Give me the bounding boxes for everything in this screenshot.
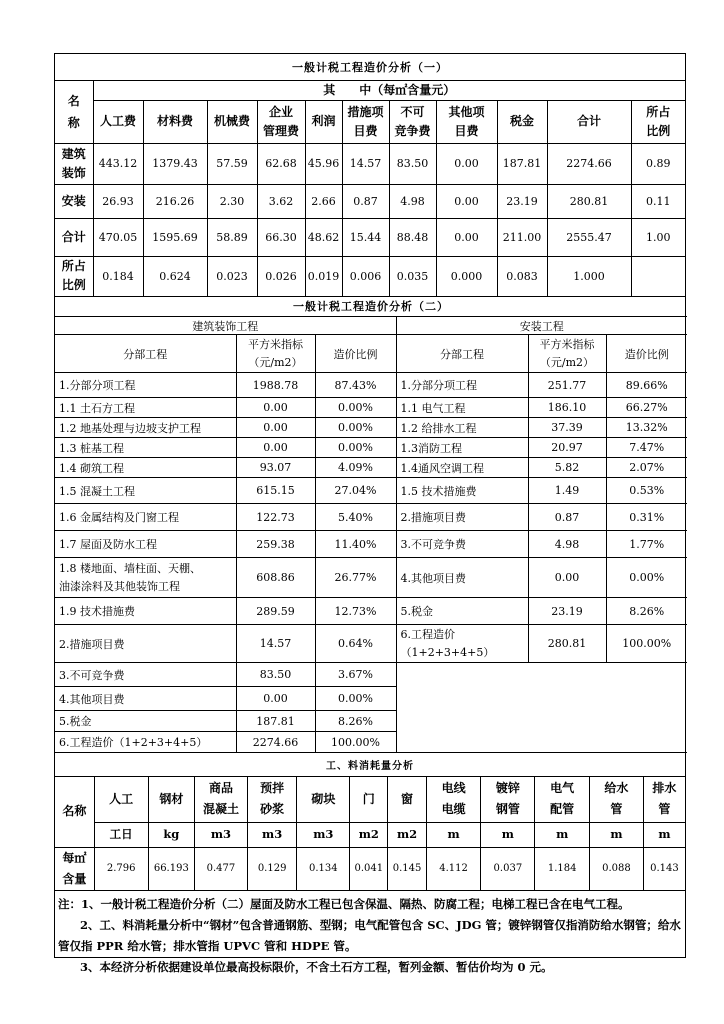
left-item: 1.8 楼地面、墙柱面、天棚、 油漆涂料及其他装饰工程 (55, 558, 236, 598)
left-item: 6.工程造价（1+2+3+4+5） (55, 732, 236, 753)
right-ratio: 0.00% (606, 558, 687, 598)
right-index: 37.39 (528, 418, 606, 438)
name-header: 名称 (55, 776, 94, 847)
right-index: 251.77 (528, 373, 606, 398)
left-item: 3.不可竞争费 (55, 663, 236, 687)
material-unit: m2 (388, 822, 426, 847)
installation-title: 安装工程 (396, 317, 687, 335)
material-value: 0.143 (643, 847, 685, 890)
table-row (55, 504, 687, 531)
table-row (55, 184, 685, 218)
table-row (55, 478, 687, 504)
right-index: 20.97 (528, 438, 606, 458)
right-index-header: 平方米指标 （元/m2） (528, 335, 606, 373)
table-cell: 280.81 (547, 184, 631, 218)
column-header: 税金 (497, 100, 547, 143)
material-value: 2.796 (94, 847, 148, 890)
table-cell: 14.57 (342, 143, 389, 184)
section1-title: 一般计税工程造价分析（一） (55, 54, 685, 80)
column-header: 利润 (305, 100, 342, 143)
table-row (55, 373, 687, 398)
material-header: 给水 管 (590, 776, 644, 822)
left-ratio: 0.00% (315, 687, 396, 711)
table-row (55, 625, 687, 663)
table-cell: 0.624 (143, 256, 207, 296)
left-index: 259.38 (236, 531, 315, 558)
right-item: 1.4通风空调工程 (396, 458, 528, 478)
right-index: 1.49 (528, 478, 606, 504)
table-cell: 0.000 (436, 256, 497, 296)
table-cell: 0.00 (436, 184, 497, 218)
left-index: 0.00 (236, 438, 315, 458)
material-header: 商品 混凝土 (195, 776, 248, 822)
left-ratio: 0.64% (315, 625, 396, 663)
cost-analysis-table-1 (55, 54, 685, 297)
column-header: 材料费 (143, 100, 207, 143)
left-ratio: 8.26% (315, 711, 396, 732)
table-cell: 0.89 (631, 143, 685, 184)
table-cell: 0.023 (207, 256, 257, 296)
column-header: 合计 (547, 100, 631, 143)
table-cell: 443.12 (93, 143, 143, 184)
right-item: 5.税金 (396, 598, 528, 625)
left-ratio: 5.40% (315, 504, 396, 531)
left-ratio: 87.43% (315, 373, 396, 398)
section2-title: 一般计税工程造价分析（二） (55, 297, 687, 317)
left-index: 83.50 (236, 663, 315, 687)
left-ratio: 27.04% (315, 478, 396, 504)
right-item: 1.5 技术措施费 (396, 478, 528, 504)
material-unit: m (535, 822, 590, 847)
note-1: 注：1、一般计税工程造价分析（二）屋面及防水工程已包含保温、隔热、防腐工程；电梯工程已含在电气工程。 (58, 896, 630, 911)
column-header: 机械费 (207, 100, 257, 143)
left-ratio: 0.00% (315, 418, 396, 438)
document-frame (54, 53, 686, 974)
table-cell: 0.083 (497, 256, 547, 296)
building-decoration-title: 建筑装饰工程 (55, 317, 396, 335)
table-cell: 0.019 (305, 256, 342, 296)
table-cell: 211.00 (497, 218, 547, 256)
left-index: 1988.78 (236, 373, 315, 398)
table-cell: 0.184 (93, 256, 143, 296)
right-index: 4.98 (528, 531, 606, 558)
table-cell: 45.96 (305, 143, 342, 184)
left-item-header: 分部工程 (55, 335, 236, 373)
table-cell: 88.48 (389, 218, 436, 256)
table-cell: 0.035 (389, 256, 436, 296)
row-name: 合计 (55, 218, 93, 256)
table-cell: 26.93 (93, 184, 143, 218)
right-ratio: 8.26% (606, 598, 687, 625)
material-unit: m (426, 822, 481, 847)
table-cell: 1595.69 (143, 218, 207, 256)
left-item: 1.分部分项工程 (55, 373, 236, 398)
right-ratio-header: 造价比例 (606, 335, 687, 373)
left-index: 0.00 (236, 398, 315, 418)
material-header: 门 (350, 776, 388, 822)
material-value: 66.193 (148, 847, 195, 890)
table-cell: 0.87 (342, 184, 389, 218)
material-value: 0.145 (388, 847, 426, 890)
table-row (55, 458, 687, 478)
column-header: 措施项 目费 (342, 100, 389, 143)
table-cell: 0.00 (436, 218, 497, 256)
left-index: 14.57 (236, 625, 315, 663)
table-row (55, 256, 685, 296)
table-cell: 0.006 (342, 256, 389, 296)
left-ratio: 4.09% (315, 458, 396, 478)
right-index: 0.00 (528, 558, 606, 598)
right-index: 5.82 (528, 458, 606, 478)
column-header: 人工费 (93, 100, 143, 143)
left-index: 93.07 (236, 458, 315, 478)
note-3: 3、本经济分析依据建设单位最高投标限价，不含土石方工程，暂列金额、暂估价均为 0 元。 (80, 959, 553, 974)
left-item: 1.5 混凝土工程 (55, 478, 236, 504)
right-item: 2.措施项目费 (396, 504, 528, 531)
table-cell: 23.19 (497, 184, 547, 218)
material-header: 钢材 (148, 776, 195, 822)
left-index-header: 平方米指标 （元/m2） (236, 335, 315, 373)
table-row (55, 531, 687, 558)
empty-area (396, 663, 687, 753)
material-header: 砌块 (297, 776, 350, 822)
material-header: 镀锌 钢管 (481, 776, 535, 822)
material-value: 0.134 (297, 847, 350, 890)
left-item: 1.2 地基处理与边坡支护工程 (55, 418, 236, 438)
left-ratio: 11.40% (315, 531, 396, 558)
table-cell: 58.89 (207, 218, 257, 256)
left-item: 1.3 桩基工程 (55, 438, 236, 458)
table-cell: 57.59 (207, 143, 257, 184)
right-item: 1.2 给排水工程 (396, 418, 528, 438)
left-ratio: 0.00% (315, 398, 396, 418)
material-value: 0.041 (350, 847, 388, 890)
left-index: 2274.66 (236, 732, 315, 753)
left-index: 122.73 (236, 504, 315, 531)
material-header: 电气 配管 (535, 776, 590, 822)
cost-analysis-table-2 (55, 297, 687, 754)
right-ratio: 89.66% (606, 373, 687, 398)
table-cell: 66.30 (257, 218, 305, 256)
table-row (55, 598, 687, 625)
table-cell: 1.000 (547, 256, 631, 296)
left-ratio: 0.00% (315, 438, 396, 458)
table-row (55, 398, 687, 418)
table-cell: 187.81 (497, 143, 547, 184)
material-unit: m (481, 822, 535, 847)
right-item: 3.不可竞争费 (396, 531, 528, 558)
table-row (55, 218, 685, 256)
right-item: 1.分部分项工程 (396, 373, 528, 398)
right-ratio: 0.53% (606, 478, 687, 504)
table-cell: 0.11 (631, 184, 685, 218)
table-cell (631, 256, 685, 296)
material-unit: m (590, 822, 644, 847)
table-row (55, 143, 685, 184)
right-ratio: 1.77% (606, 531, 687, 558)
table-cell: 15.44 (342, 218, 389, 256)
per-sqm-label: 每㎡ 含量 (55, 847, 94, 890)
right-item: 1.1 电气工程 (396, 398, 528, 418)
right-ratio: 13.32% (606, 418, 687, 438)
right-ratio: 0.31% (606, 504, 687, 531)
right-ratio: 2.07% (606, 458, 687, 478)
material-value: 1.184 (535, 847, 590, 890)
table-row (55, 418, 687, 438)
right-ratio: 66.27% (606, 398, 687, 418)
material-unit: m3 (195, 822, 248, 847)
left-index: 0.00 (236, 687, 315, 711)
group-header: 其 中（每㎡含量元） (93, 80, 685, 100)
column-header: 其他项 目费 (436, 100, 497, 143)
material-header: 排水 管 (643, 776, 685, 822)
material-unit: m3 (297, 822, 350, 847)
right-item: 1.3消防工程 (396, 438, 528, 458)
table-cell: 2274.66 (547, 143, 631, 184)
right-index: 280.81 (528, 625, 606, 663)
left-item: 5.税金 (55, 711, 236, 732)
table-cell: 3.62 (257, 184, 305, 218)
right-item-header: 分部工程 (396, 335, 528, 373)
table-cell: 1379.43 (143, 143, 207, 184)
right-item: 6.工程造价 （1+2+3+4+5） (396, 625, 528, 663)
left-index: 289.59 (236, 598, 315, 625)
table-row (55, 663, 687, 687)
table-row (55, 438, 687, 458)
table-cell: 2555.47 (547, 218, 631, 256)
left-item: 2.措施项目费 (55, 625, 236, 663)
material-unit: kg (148, 822, 195, 847)
row-name: 建筑 装饰 (55, 143, 93, 184)
table-cell: 62.68 (257, 143, 305, 184)
material-consumption-table (55, 753, 685, 891)
left-index: 608.86 (236, 558, 315, 598)
right-index: 186.10 (528, 398, 606, 418)
notes (55, 891, 685, 978)
material-value: 0.037 (481, 847, 535, 890)
table-cell: 470.05 (93, 218, 143, 256)
material-unit: 工日 (94, 822, 148, 847)
column-header: 所占 比例 (631, 100, 685, 143)
right-index: 0.87 (528, 504, 606, 531)
material-value: 0.088 (590, 847, 644, 890)
column-header: 不可 竞争费 (389, 100, 436, 143)
right-ratio: 100.00% (606, 625, 687, 663)
table-cell: 4.98 (389, 184, 436, 218)
left-item: 1.9 技术措施费 (55, 598, 236, 625)
left-ratio: 26.77% (315, 558, 396, 598)
row-name: 安装 (55, 184, 93, 218)
left-index: 615.15 (236, 478, 315, 504)
table-cell: 2.30 (207, 184, 257, 218)
left-item: 1.6 金属结构及门窗工程 (55, 504, 236, 531)
left-ratio-header: 造价比例 (315, 335, 396, 373)
table-cell: 0.00 (436, 143, 497, 184)
material-header: 电线 电缆 (426, 776, 481, 822)
table-cell: 216.26 (143, 184, 207, 218)
left-index: 187.81 (236, 711, 315, 732)
column-header: 企业 管理费 (257, 100, 305, 143)
material-header: 人工 (94, 776, 148, 822)
table-cell: 1.00 (631, 218, 685, 256)
right-ratio: 7.47% (606, 438, 687, 458)
left-ratio: 3.67% (315, 663, 396, 687)
right-index: 23.19 (528, 598, 606, 625)
left-item: 4.其他项目费 (55, 687, 236, 711)
table-row (55, 558, 687, 598)
note-2: 2、工、料消耗量分析中“钢材”包含普通钢筋、型钢；电气配管包含 SC、JDG 管；镀锌钢管仅指消防给水钢管；给水管仅指 PPR 给水管；排水管指 UPVC 管和 HDPE 管。 (58, 917, 681, 953)
table-cell: 48.62 (305, 218, 342, 256)
material-value: 0.477 (195, 847, 248, 890)
row-name: 所占 比例 (55, 256, 93, 296)
table-cell: 0.026 (257, 256, 305, 296)
name-header: 名 称 (55, 80, 93, 143)
left-item: 1.4 砌筑工程 (55, 458, 236, 478)
left-item: 1.1 土石方工程 (55, 398, 236, 418)
material-header: 窗 (388, 776, 426, 822)
material-header: 预拌 砂浆 (247, 776, 297, 822)
material-unit: m2 (350, 822, 388, 847)
left-ratio: 100.00% (315, 732, 396, 753)
left-ratio: 12.73% (315, 598, 396, 625)
table-cell: 83.50 (389, 143, 436, 184)
material-unit: m3 (247, 822, 297, 847)
section3-title: 工、料消耗量分析 (55, 753, 685, 776)
material-value: 0.129 (247, 847, 297, 890)
right-item: 4.其他项目费 (396, 558, 528, 598)
left-item: 1.7 屋面及防水工程 (55, 531, 236, 558)
material-unit: m (643, 822, 685, 847)
table-cell: 2.66 (305, 184, 342, 218)
material-value: 4.112 (426, 847, 481, 890)
left-index: 0.00 (236, 418, 315, 438)
